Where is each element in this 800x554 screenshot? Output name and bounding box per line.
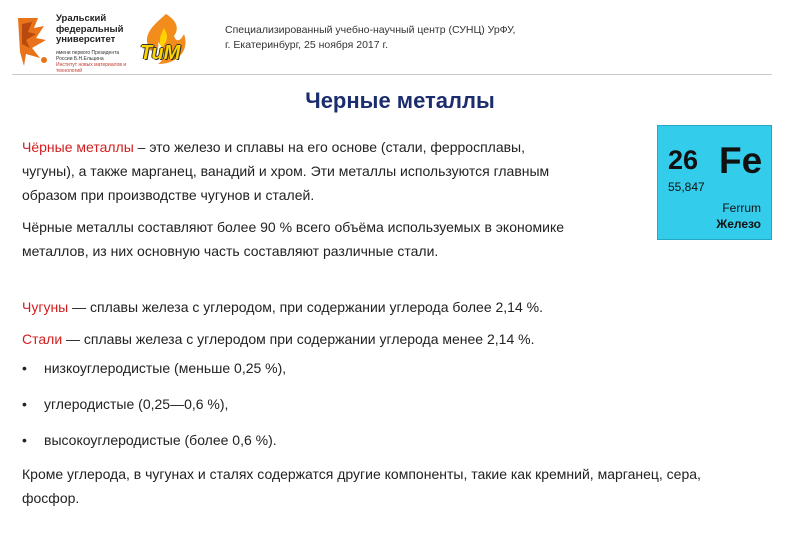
intro-paragraph xyxy=(22,135,564,159)
urfu-name-line2: федеральный xyxy=(56,23,124,35)
list-item-text: углеродистые (0,25—0,6 %), xyxy=(44,396,229,412)
header-org-line: Специализированный учебно-научный центр (СУНЦ) УрФУ, xyxy=(225,24,516,36)
header-info xyxy=(225,23,515,53)
closing-line2: фосфор. xyxy=(22,490,80,506)
intro-line2: чугуны), а также марганец, ванадий и хром. Эти металлы используются главным xyxy=(22,163,550,179)
header-divider xyxy=(12,74,772,75)
share-line1: Чёрные металлы составляют более 90 % всего объёма используемых в экономике xyxy=(22,219,565,235)
bullet-dot-icon: • xyxy=(22,360,27,376)
share-line2: металлов, из них основную часть составляют различные стали. xyxy=(22,243,439,259)
tim-logo-text: ТиМ xyxy=(140,42,181,64)
urfu-logo xyxy=(14,13,132,74)
urfu-name-line1: Уральский xyxy=(56,13,107,24)
slide-body xyxy=(22,135,564,351)
urfu-subtitle-line1: имени первого Президента России Б.Н.Ельцина xyxy=(56,50,120,62)
list-item-text: низкоуглеродистые (меньше 0,25 %), xyxy=(44,360,287,376)
term-cast-iron: Чугуны xyxy=(22,299,69,315)
intro-line1: – это железо и сплавы на его основе (стали, ферросплавы, xyxy=(133,139,525,155)
steel-text: — сплавы железа с углеродом при содержании углерода менее 2,14 %. xyxy=(62,331,535,347)
term-steel: Стали xyxy=(22,331,63,347)
closing-paragraph xyxy=(22,462,701,510)
page-title: Черные металлы xyxy=(305,88,495,113)
periodic-element-card xyxy=(657,125,772,240)
steel-definition xyxy=(22,327,564,351)
urfu-emblem-icon xyxy=(14,14,54,70)
bullet-dot-icon: • xyxy=(22,432,27,448)
element-mass: 55,847 xyxy=(668,180,705,194)
urfu-subtitle xyxy=(56,50,136,74)
term-ferrous-metals: Чёрные металлы xyxy=(22,139,134,155)
bullet-dot-icon: • xyxy=(22,396,27,412)
header-date-line: г. Екатеринбург, 25 ноября 2017 г. xyxy=(225,39,388,51)
list-item-text: высокоуглеродистые (более 0,6 %). xyxy=(44,432,277,448)
element-name: Железо xyxy=(716,217,761,231)
element-number: 26 xyxy=(668,145,699,175)
closing-line1: Кроме углерода, в чугунах и сталях содержатся другие компоненты, такие как кремний, марганец, сера, xyxy=(22,466,701,482)
element-symbol: Fe xyxy=(719,140,763,181)
cast-iron-text: — сплавы железа с углеродом, при содержании углерода более 2,14 %. xyxy=(68,299,543,315)
cast-iron-definition xyxy=(22,295,564,319)
urfu-name-line3: университет xyxy=(56,34,116,45)
slide-header xyxy=(0,0,800,76)
urfu-name xyxy=(56,14,123,46)
tim-logo xyxy=(134,12,198,72)
urfu-subtitle-line2: Институт новых материалов и технологий xyxy=(56,62,127,74)
element-latin-name: Ferrum xyxy=(722,201,761,215)
intro-line3: образом при производстве чугунов и сталей. xyxy=(22,187,315,203)
